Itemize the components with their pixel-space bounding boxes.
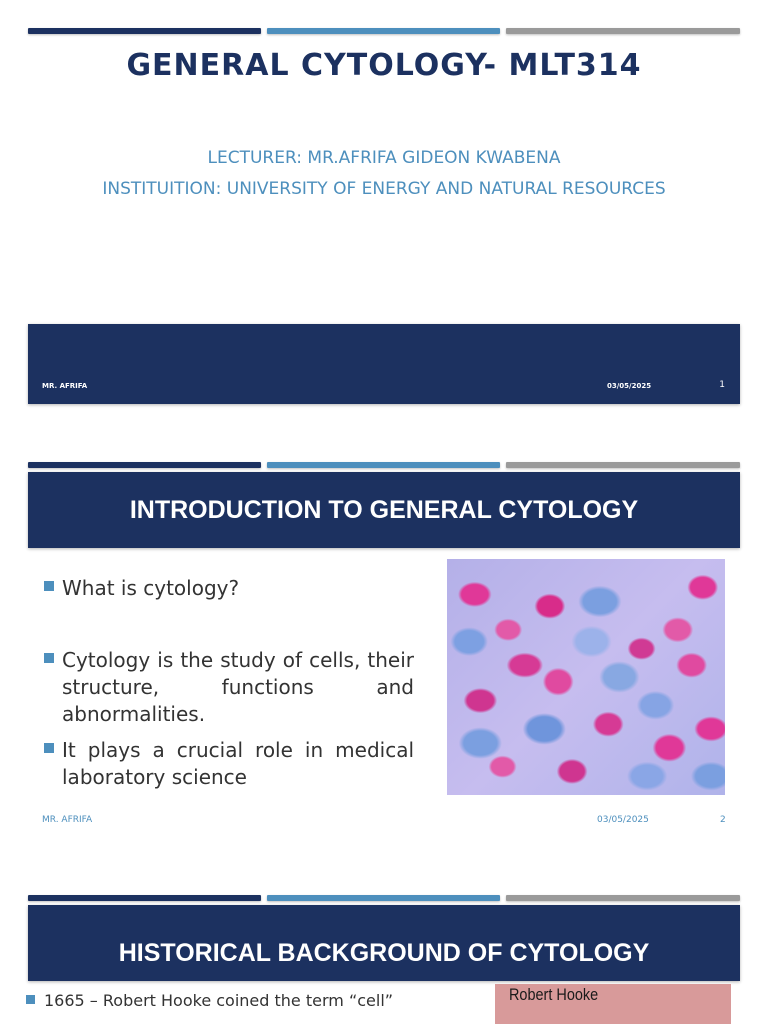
page-number: 2: [720, 815, 726, 825]
bullet-text: What is cytology?: [62, 576, 240, 600]
list-item: [44, 647, 414, 728]
accent-bar-navy: [28, 462, 261, 468]
accent-bar-navy: [28, 895, 261, 901]
institution-line: INSTITUITION: UNIVERSITY OF ENERGY AND NATURAL RESOURCES: [102, 179, 666, 199]
accent-bar-blue: [267, 895, 500, 901]
bullet-square-icon: [44, 743, 54, 753]
bullet-text: It plays a crucial role in medical laboratory science: [62, 738, 414, 789]
lecturer-line: LECTURER: MR.AFRIFA GIDEON KWABENA: [207, 148, 561, 168]
slide-2: [0, 462, 768, 842]
bullet-text: 1665 – Robert Hooke coined the term “cell”: [44, 991, 394, 1010]
accent-bars: [28, 462, 740, 468]
footer-author: MR. AFRIFA: [42, 382, 88, 390]
bullet-square-icon: [26, 995, 35, 1004]
slide-1: [0, 28, 768, 408]
bullet-square-icon: [44, 653, 54, 663]
image-caption: Robert Hooke: [509, 985, 599, 1004]
accent-bars: [28, 28, 740, 34]
robert-hooke-image: [495, 984, 731, 1024]
slide-title: GENERAL CYTOLOGY- MLT314: [126, 48, 642, 83]
accent-bar-navy: [28, 28, 261, 34]
slide-title: HISTORICAL BACKGROUND OF CYTOLOGY: [28, 905, 740, 981]
accent-bar-blue: [267, 462, 500, 468]
accent-bar-gray: [506, 895, 740, 901]
bullet-text: Cytology is the study of cells, their structure, functions and abnormalities.: [62, 648, 414, 726]
accent-bar-blue: [267, 28, 500, 34]
list-item: [44, 737, 414, 791]
list-item: [44, 575, 414, 602]
page-number: 1: [719, 380, 725, 390]
accent-bar-gray: [506, 462, 740, 468]
slide-title: INTRODUCTION TO GENERAL CYTOLOGY: [28, 472, 740, 548]
accent-bar-gray: [506, 28, 740, 34]
list-item: [26, 991, 486, 1011]
footer-date: 03/05/2025: [597, 815, 649, 825]
cytology-micrograph-image: [447, 559, 725, 795]
accent-bars: [28, 895, 740, 901]
bullet-square-icon: [44, 581, 54, 591]
footer-band: [28, 324, 740, 404]
slide-3: [0, 895, 768, 1024]
footer-author: MR. AFRIFA: [42, 815, 93, 825]
footer-date: 03/05/2025: [607, 382, 652, 390]
